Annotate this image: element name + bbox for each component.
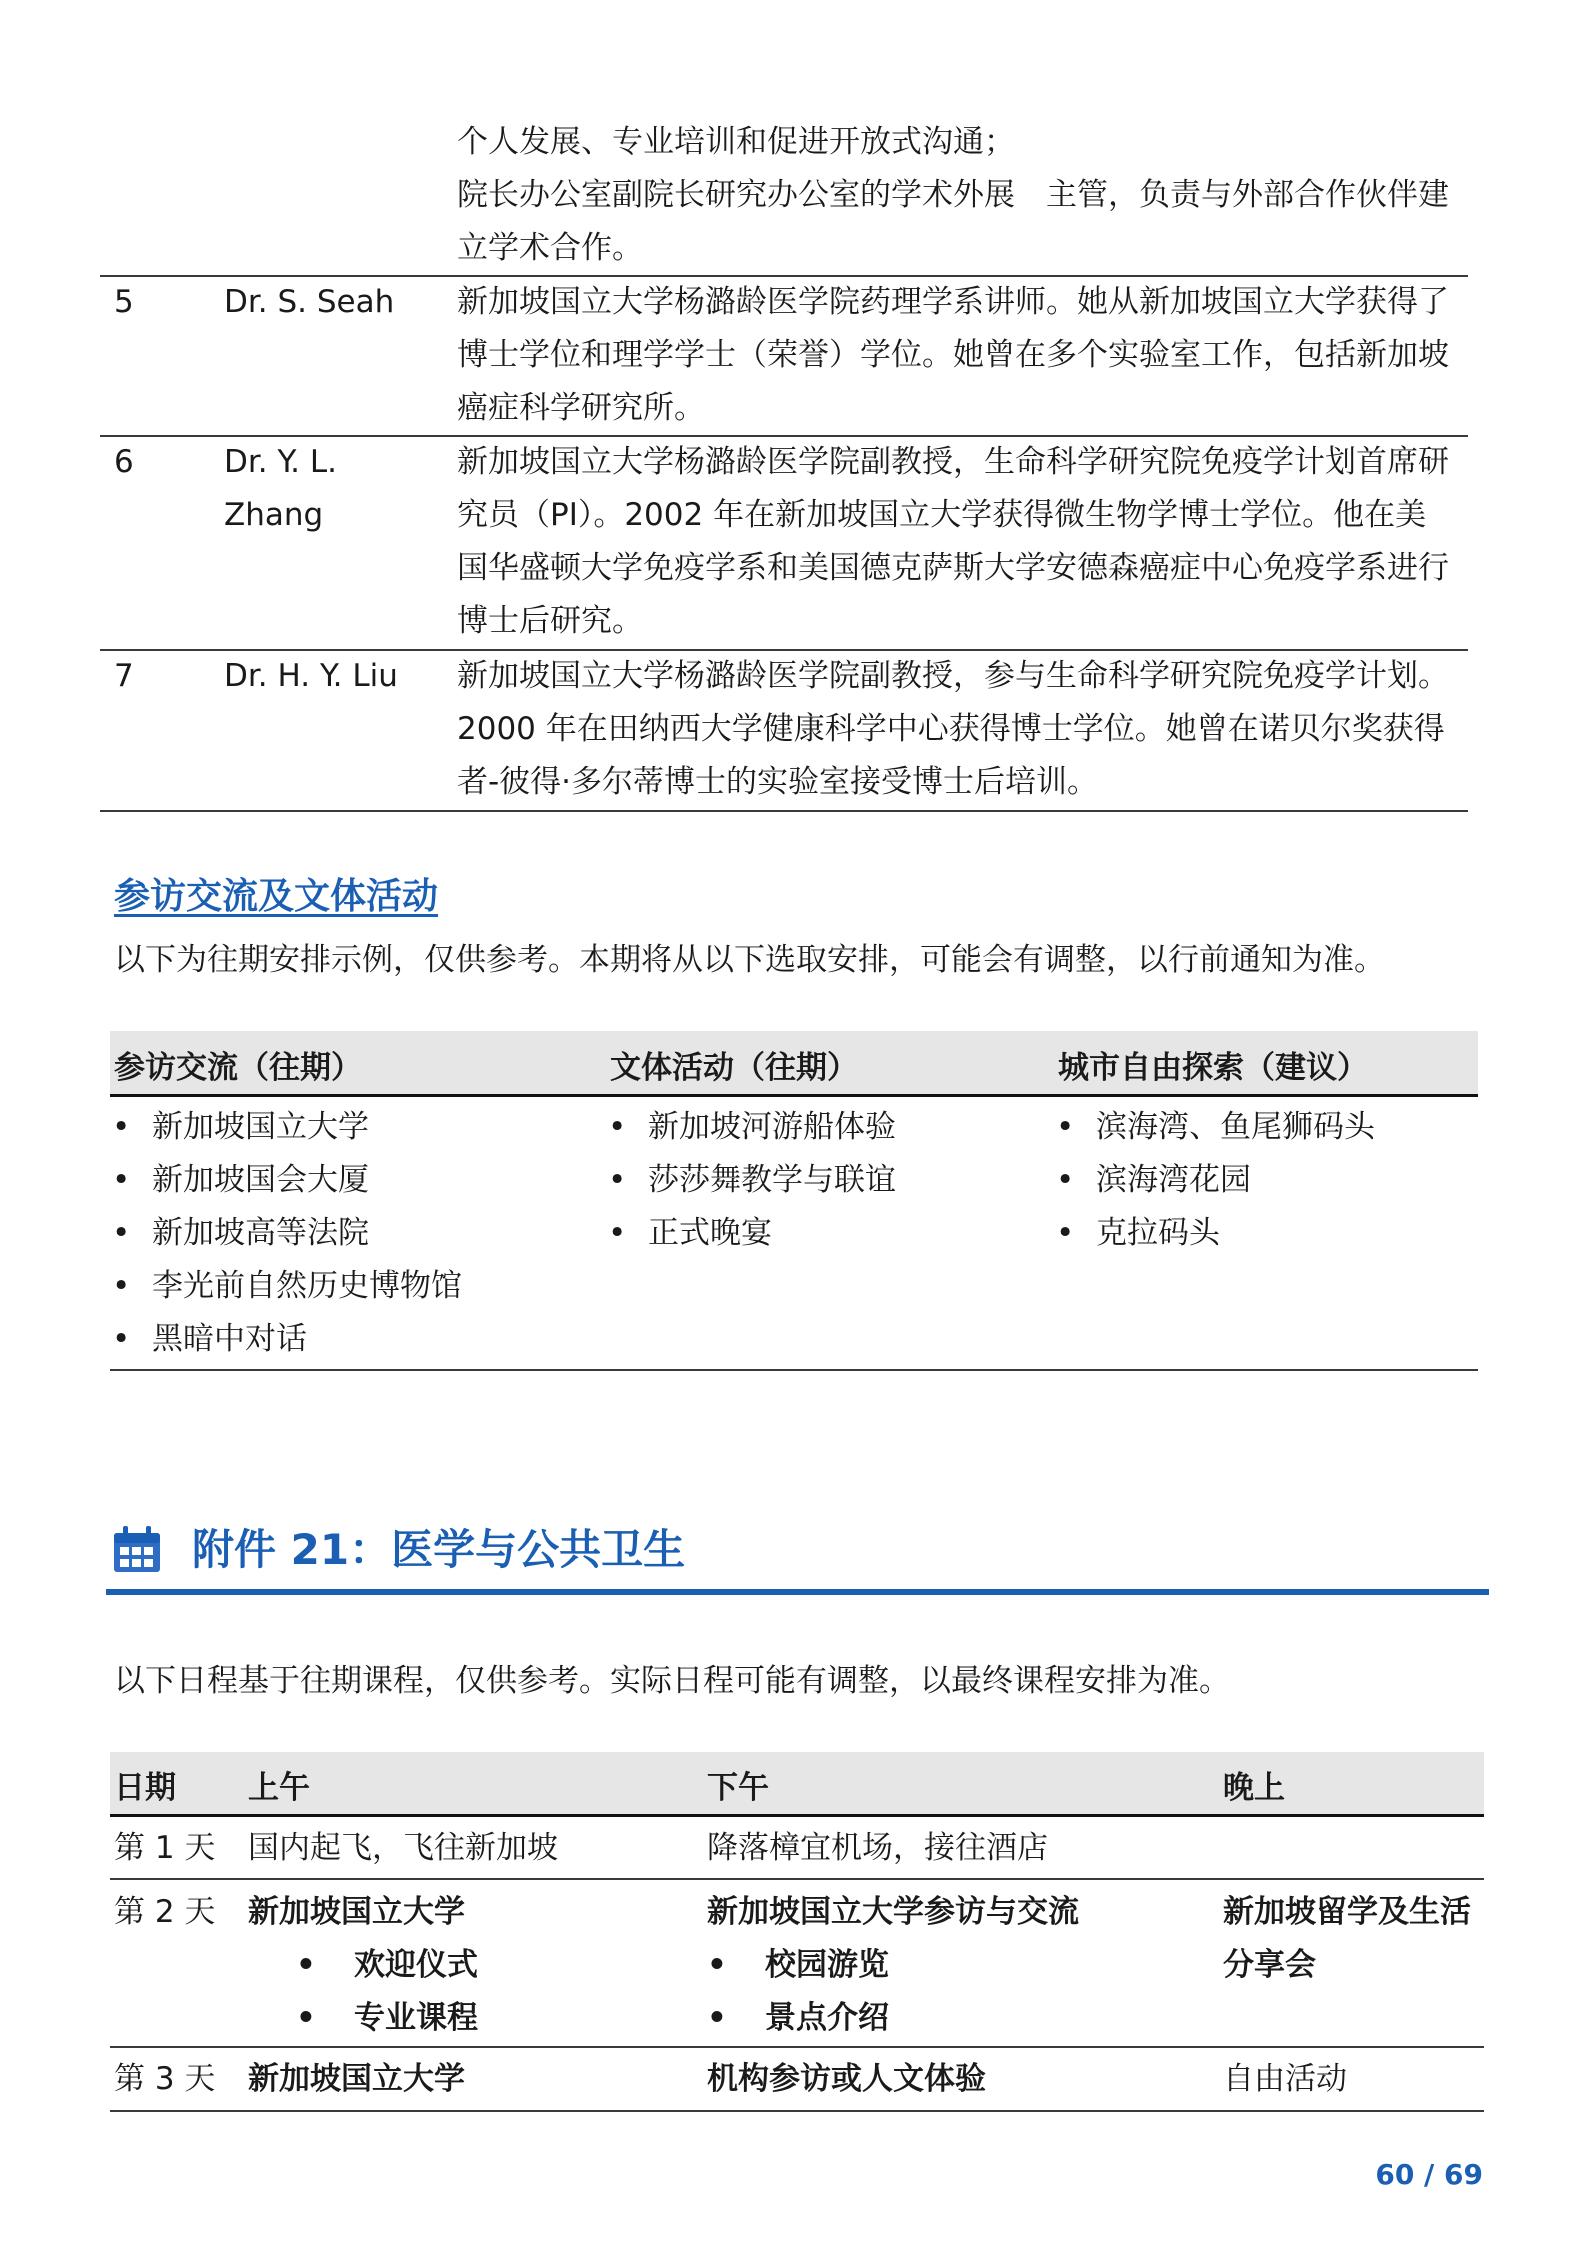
column-header-exchange: 参访交流（往期） <box>114 1050 362 1086</box>
faculty-row-name: Zhang <box>224 497 324 533</box>
list-item: • 欢迎仪式 <box>296 1939 478 1992</box>
list-item: • 景点介绍 <box>707 1992 889 2045</box>
faculty-row-desc: 国华盛顿大学免疫学系和美国德克萨斯大学安德森癌症中心免疫学系进行 <box>457 550 1449 586</box>
schedule-evening: 分享会 <box>1223 1947 1316 1983</box>
schedule-header-morning: 上午 <box>248 1770 310 1806</box>
activities-list <box>608 1101 896 1260</box>
morning-sub-list <box>296 1939 478 2045</box>
faculty-row-desc: 者-彼得·多尔蒂博士的实验室接受博士后培训。 <box>457 764 1099 800</box>
faculty-row-name: Dr. H. Y. Liu <box>224 658 398 694</box>
list-item: • 黑暗中对话 <box>112 1313 462 1366</box>
faculty-row-name: Dr. S. Seah <box>224 284 395 320</box>
faculty-row-number: 5 <box>114 284 134 320</box>
list-item: • 李光前自然历史博物馆 <box>112 1260 462 1313</box>
faculty-row-number: 6 <box>114 444 134 480</box>
list-item: • 专业课程 <box>296 1992 478 2045</box>
schedule-day: 第 1 天 <box>114 1830 216 1866</box>
schedule-morning: 新加坡国立大学 <box>248 2061 465 2097</box>
table-bottom-rule <box>110 1369 1478 1371</box>
faculty-row-desc: 新加坡国立大学杨潞龄医学院药理学系讲师。她从新加坡国立大学获得了 <box>457 284 1449 320</box>
schedule-header-afternoon: 下午 <box>707 1770 769 1806</box>
calendar-icon <box>112 1524 162 1574</box>
schedule-day: 第 3 天 <box>114 2061 216 2097</box>
list-item: • 新加坡河游船体验 <box>608 1101 896 1154</box>
faculty-continuation-line-3: 立学术合作。 <box>457 230 643 266</box>
list-item: • 新加坡高等法院 <box>112 1207 462 1260</box>
table-bottom-rule <box>110 2110 1484 2112</box>
faculty-row-desc: 2000 年在田纳西大学健康科学中心获得博士学位。她曾在诺贝尔奖获得 <box>457 711 1445 747</box>
schedule-day: 第 2 天 <box>114 1894 216 1930</box>
column-header-activities: 文体活动（往期） <box>610 1050 858 1086</box>
appendix-intro: 以下日程基于往期课程，仅供参考。实际日程可能有调整，以最终课程安排为准。 <box>114 1663 1230 1699</box>
table-divider <box>110 1878 1484 1880</box>
schedule-morning: 新加坡国立大学 <box>248 1894 465 1930</box>
list-item: • 滨海湾、鱼尾狮码头 <box>1056 1101 1375 1154</box>
schedule-afternoon: 机构参访或人文体验 <box>707 2061 986 2097</box>
faculty-continuation-line-1: 个人发展、专业培训和促进开放式沟通； <box>457 124 1015 160</box>
exchange-list <box>112 1101 462 1366</box>
schedule-header-evening: 晚上 <box>1223 1770 1285 1806</box>
table-header-rule <box>110 1094 1478 1097</box>
list-item: • 校园游览 <box>707 1939 889 1992</box>
table-divider <box>110 2046 1484 2048</box>
schedule-header-date: 日期 <box>114 1770 176 1806</box>
schedule-evening: 新加坡留学及生活 <box>1223 1894 1471 1930</box>
list-item: • 莎莎舞教学与联谊 <box>608 1154 896 1207</box>
schedule-header-rule <box>110 1814 1484 1817</box>
schedule-afternoon: 降落樟宜机场，接往酒店 <box>707 1830 1048 1866</box>
faculty-row-desc: 新加坡国立大学杨潞龄医学院副教授，参与生命科学研究院免疫学计划。 <box>457 658 1449 694</box>
list-item: • 新加坡国立大学 <box>112 1101 462 1154</box>
schedule-afternoon: 新加坡国立大学参访与交流 <box>707 1894 1079 1930</box>
column-header-explore: 城市自由探索（建议） <box>1058 1050 1368 1086</box>
faculty-row-desc: 博士后研究。 <box>457 603 643 639</box>
afternoon-sub-list <box>707 1939 889 2045</box>
schedule-evening: 自由活动 <box>1223 2061 1347 2097</box>
explore-list <box>1056 1101 1375 1260</box>
table-divider <box>100 810 1468 812</box>
section-intro: 以下为往期安排示例，仅供参考。本期将从以下选取安排，可能会有调整，以行前通知为准。 <box>114 942 1385 978</box>
list-item: • 克拉码头 <box>1056 1207 1375 1260</box>
section-heading-exchange[interactable]: 参访交流及文体活动 <box>114 876 439 917</box>
faculty-row-number: 7 <box>114 658 134 694</box>
appendix-title: 附件 21：医学与公共卫生 <box>192 1525 686 1574</box>
faculty-continuation-line-2: 院长办公室副院长研究办公室的学术外展 主管，负责与外部合作伙伴建 <box>457 177 1449 213</box>
list-item: • 新加坡国会大厦 <box>112 1154 462 1207</box>
list-item: • 滨海湾花园 <box>1056 1154 1375 1207</box>
faculty-row-desc: 究员（PI）。2002 年在新加坡国立大学获得微生物学博士学位。他在美 <box>457 497 1427 533</box>
faculty-row-desc: 新加坡国立大学杨潞龄医学院副教授，生命科学研究院免疫学计划首席研 <box>457 444 1449 480</box>
appendix-title-rule <box>106 1589 1489 1595</box>
faculty-row-desc: 博士学位和理学学士（荣誉）学位。她曾在多个实验室工作，包括新加坡 <box>457 337 1449 373</box>
page-number: 60 / 69 <box>1375 2158 1483 2191</box>
schedule-morning: 国内起飞，飞往新加坡 <box>248 1830 558 1866</box>
list-item: • 正式晚宴 <box>608 1207 896 1260</box>
faculty-row-name: Dr. Y. L. <box>224 444 337 480</box>
faculty-row-desc: 癌症科学研究所。 <box>457 390 705 426</box>
